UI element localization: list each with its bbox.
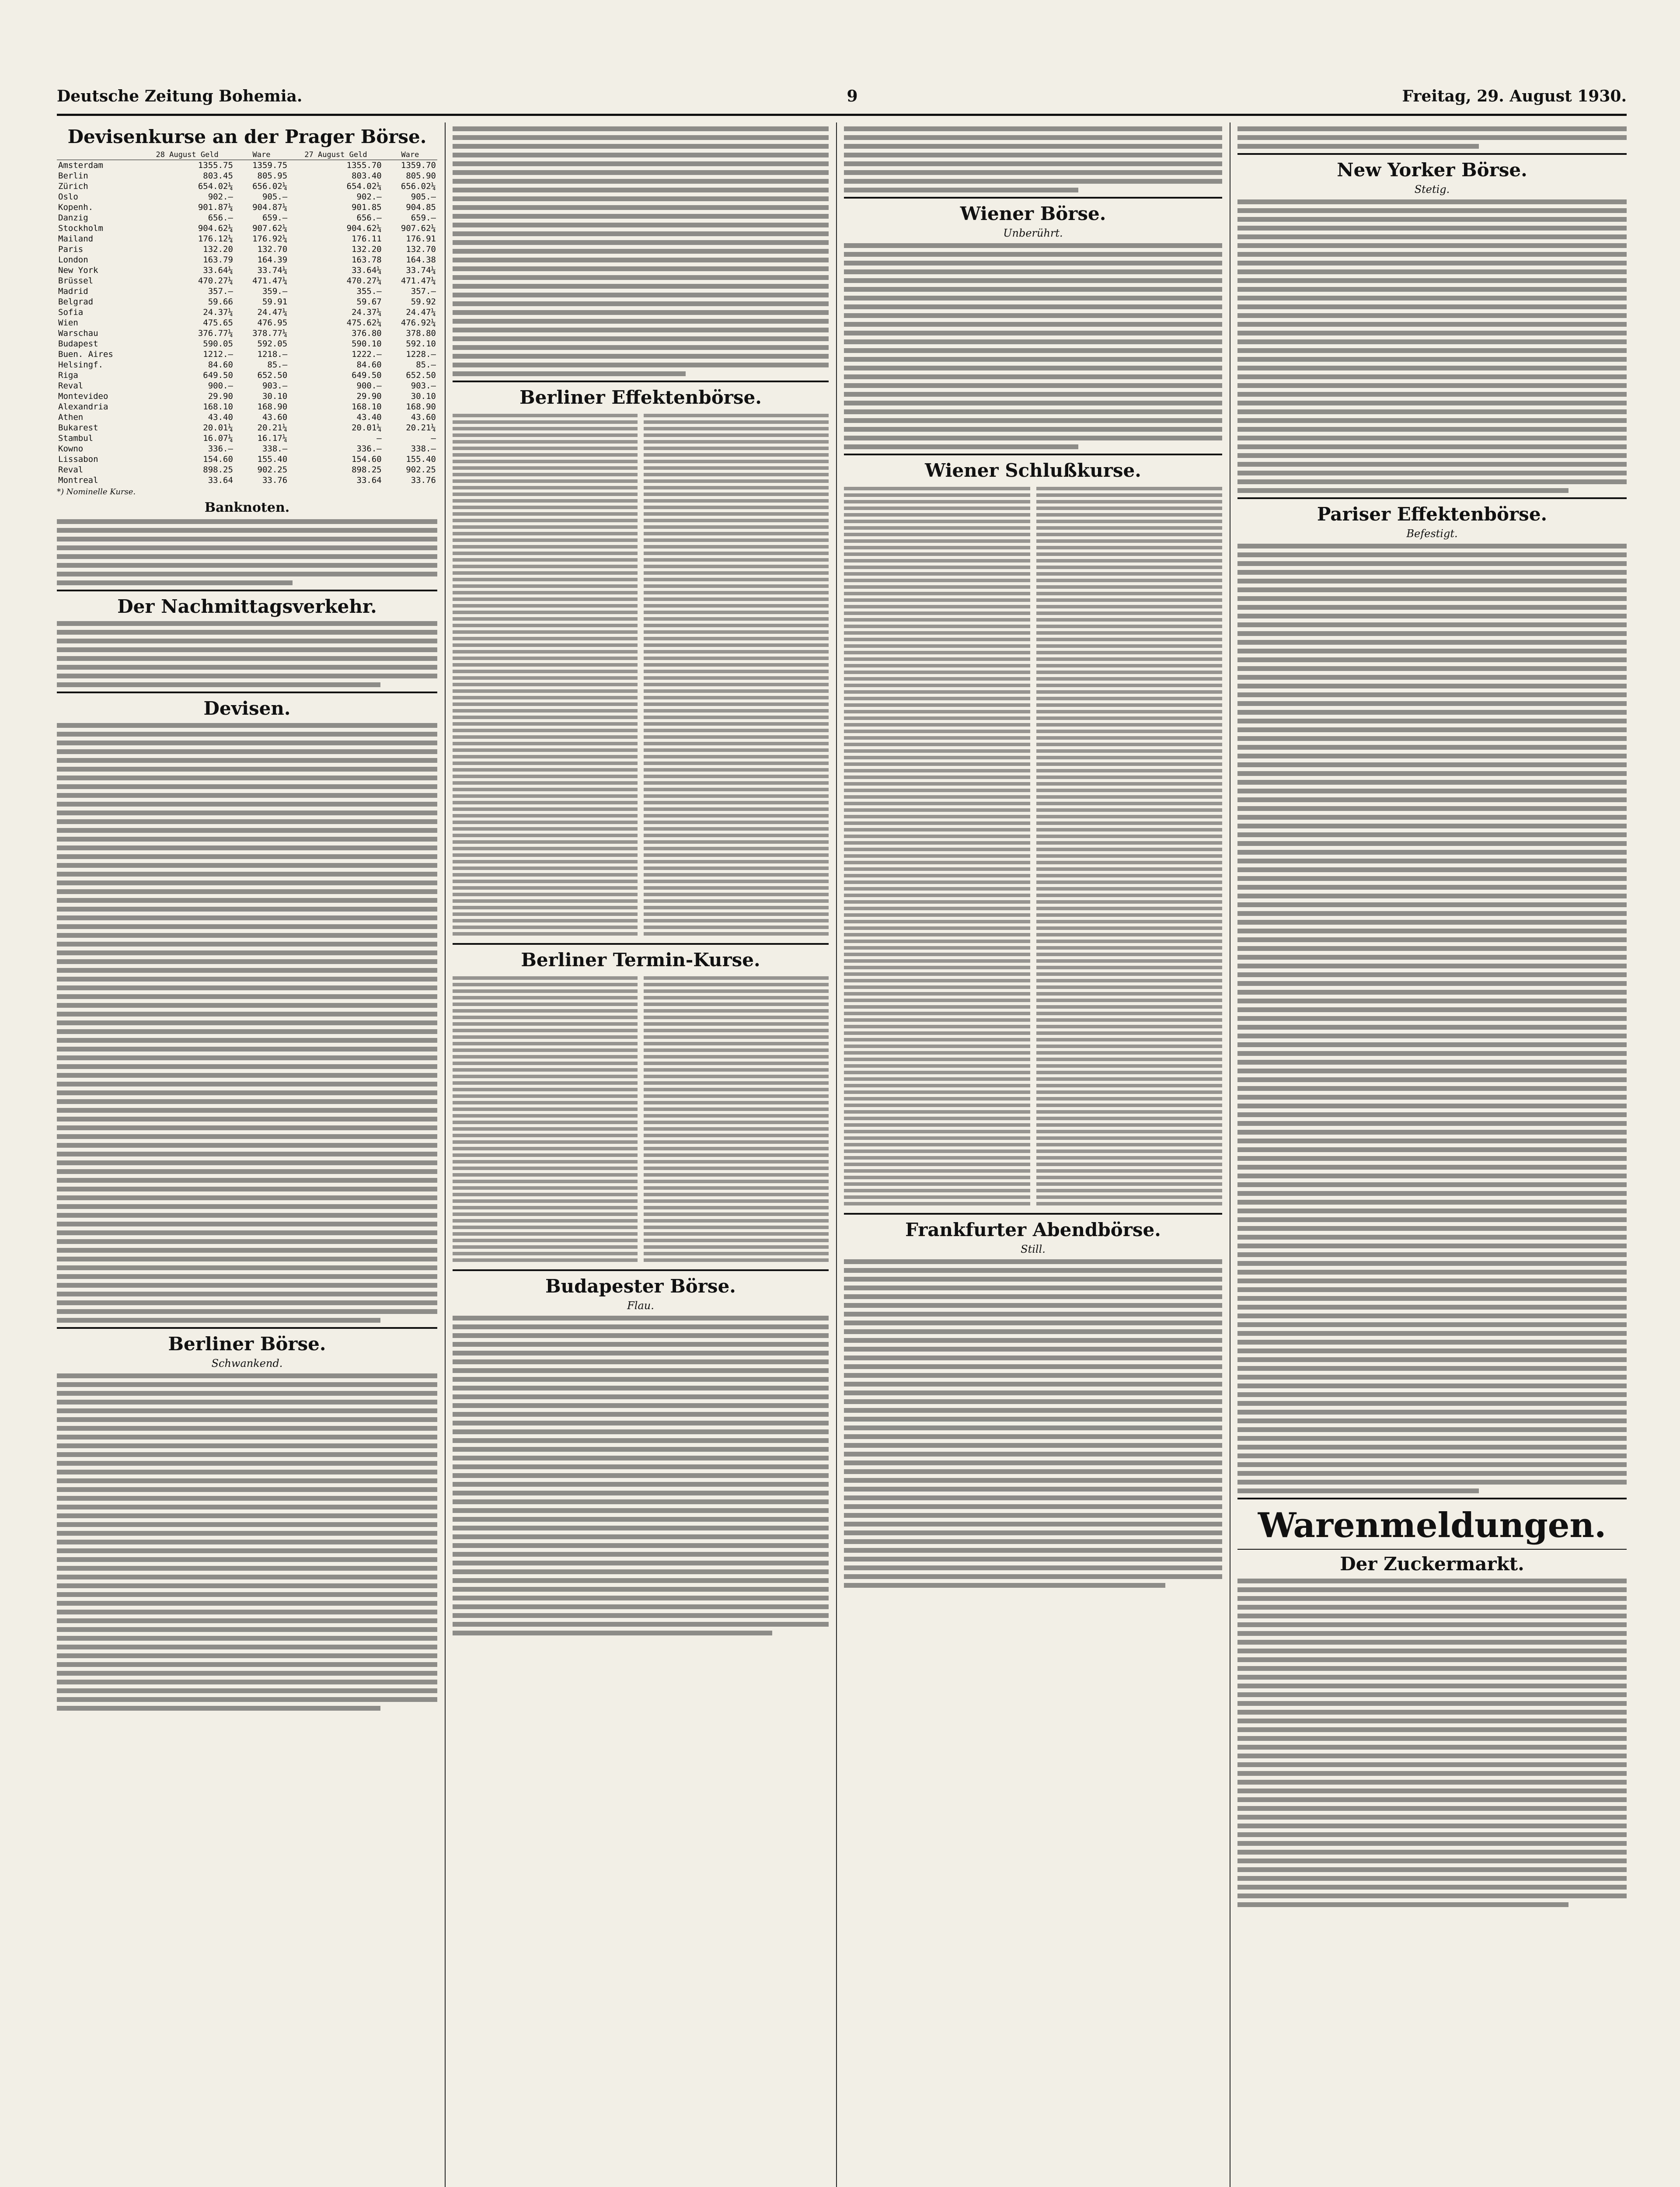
currency-cell: Montreal bbox=[58, 475, 98, 485]
rate-cell: 1228.— bbox=[406, 349, 436, 359]
rate-cell: 803.40 bbox=[352, 171, 382, 181]
section-title-devisen: Devisen. bbox=[203, 698, 291, 719]
column3-top-text bbox=[844, 126, 1222, 192]
section-rule bbox=[57, 1327, 437, 1329]
table-row bbox=[57, 297, 437, 307]
table-header-row bbox=[57, 150, 437, 160]
rate-cell: 24.37¼ bbox=[352, 307, 382, 317]
rate-cell: 357.— bbox=[208, 286, 233, 296]
wiener-schluss-table bbox=[844, 484, 1222, 1209]
section-title-pariser: Pariser Effektenbörse. bbox=[1317, 503, 1548, 525]
section-rule bbox=[57, 692, 437, 693]
currency-cell: Belgrad bbox=[58, 297, 94, 307]
section-rule bbox=[57, 590, 437, 591]
rate-cell: 132.70 bbox=[406, 245, 436, 254]
section-subtitle: Schwankend. bbox=[211, 1357, 283, 1369]
section-rule bbox=[844, 454, 1222, 455]
rate-cell: 59.92 bbox=[411, 297, 436, 307]
rate-cell: 904.62¼ bbox=[198, 224, 233, 233]
section-subtitle: Stetig. bbox=[1414, 183, 1450, 196]
rate-cell: 176.11 bbox=[352, 234, 382, 244]
rate-cell: 475.65 bbox=[203, 318, 233, 328]
rate-cell: 378.80 bbox=[406, 328, 436, 338]
rate-cell: 904.85 bbox=[406, 203, 436, 212]
rate-cell: 656.02¼ bbox=[252, 182, 288, 191]
column-1 bbox=[57, 122, 437, 2187]
section-title-warenmeldungen: Warenmeldungen. bbox=[1258, 1506, 1607, 1545]
table-row bbox=[57, 202, 437, 213]
rate-cell: 16.07¼ bbox=[203, 433, 233, 443]
table-row bbox=[57, 454, 437, 465]
currency-cell: Montevideo bbox=[58, 391, 108, 401]
rate-cell: 336.— bbox=[208, 444, 233, 454]
rate-cell: 176.12¼ bbox=[198, 234, 233, 244]
rate-cell: 84.60 bbox=[356, 360, 382, 370]
rate-cell: 470.27¼ bbox=[198, 276, 233, 286]
rate-cell: 652.50 bbox=[406, 370, 436, 380]
currency-cell: Riga bbox=[58, 370, 78, 380]
rate-cell: 1359.70 bbox=[401, 161, 436, 170]
rate-cell: 898.25 bbox=[203, 465, 233, 475]
header-paper-name: Deutsche Zeitung Bohemia. bbox=[57, 87, 303, 105]
berliner-boerse-text bbox=[57, 1373, 437, 1711]
currency-cell: Athen bbox=[58, 412, 84, 422]
currency-cell: Kopenh. bbox=[58, 203, 94, 212]
frankfurter-text bbox=[844, 1259, 1222, 1588]
table-row bbox=[57, 244, 437, 255]
rate-cell: 168.10 bbox=[352, 402, 382, 412]
section-title-wiener-boerse: Wiener Börse. bbox=[960, 203, 1106, 224]
table-row bbox=[57, 171, 437, 181]
rate-cell: 16.17¼ bbox=[257, 433, 288, 443]
rate-cell: 1218.— bbox=[257, 349, 288, 359]
rate-cell: 154.60 bbox=[203, 454, 233, 464]
currency-cell: Amsterdam bbox=[58, 161, 103, 170]
rate-cell: 20.01¼ bbox=[203, 423, 233, 433]
rate-cell: 470.27¼ bbox=[346, 276, 382, 286]
rate-cell: 652.50 bbox=[257, 370, 288, 380]
rate-cell: 376.80 bbox=[352, 328, 382, 338]
devisen-table bbox=[57, 150, 437, 486]
rate-cell: 132.20 bbox=[352, 245, 382, 254]
rate-cell: 164.39 bbox=[257, 255, 288, 265]
currency-cell: Lissabon bbox=[58, 454, 98, 464]
rate-cell: 33.76 bbox=[411, 475, 436, 485]
rate-cell: 164.38 bbox=[406, 255, 436, 265]
currency-cell: Sofia bbox=[58, 307, 84, 317]
currency-cell: Madrid bbox=[58, 286, 88, 296]
rate-cell: 378.77¼ bbox=[252, 328, 288, 338]
banknoten-text bbox=[57, 519, 437, 585]
rate-cell: 656.02¼ bbox=[401, 182, 436, 191]
rate-cell: 338.— bbox=[411, 444, 436, 454]
rate-cell: 649.50 bbox=[203, 370, 233, 380]
berliner-effekten-table bbox=[453, 411, 829, 939]
table-row bbox=[57, 349, 437, 360]
rate-cell: 33.74¼ bbox=[406, 266, 436, 275]
zuckermarkt-text bbox=[1237, 1579, 1627, 1907]
section-rule bbox=[1237, 1549, 1627, 1550]
currency-cell: Zürich bbox=[58, 182, 88, 191]
currency-cell: Bukarest bbox=[58, 423, 98, 433]
rate-cell: 907.62¼ bbox=[401, 224, 436, 233]
section-rule bbox=[844, 1213, 1222, 1215]
rate-cell: 43.60 bbox=[411, 412, 436, 422]
currency-cell: Buen. Aires bbox=[58, 349, 113, 359]
table-row bbox=[57, 160, 437, 171]
rate-cell: 43.40 bbox=[208, 412, 233, 422]
table-row bbox=[57, 360, 437, 370]
rate-cell: 590.05 bbox=[203, 339, 233, 349]
table-row bbox=[57, 328, 437, 339]
section-title-devisenkurse: Devisenkurse an der Prager Börse. bbox=[67, 126, 427, 147]
column-3 bbox=[844, 122, 1222, 2187]
column-divider bbox=[836, 122, 837, 2187]
rate-cell: 338.— bbox=[262, 444, 288, 454]
rate-cell: 29.90 bbox=[356, 391, 382, 401]
rate-cell: 907.62¼ bbox=[252, 224, 288, 233]
section-rule bbox=[453, 943, 829, 945]
rate-cell: 59.91 bbox=[262, 297, 288, 307]
table-row bbox=[57, 465, 437, 475]
section-title-banknoten: Banknoten. bbox=[204, 500, 290, 515]
rate-cell: 659.— bbox=[411, 213, 436, 223]
currency-cell: Alexandria bbox=[58, 402, 108, 412]
rate-cell: 33.64¼ bbox=[203, 266, 233, 275]
rate-cell: 33.74¼ bbox=[257, 266, 288, 275]
new-yorker-text bbox=[1237, 199, 1627, 493]
section-rule bbox=[1237, 153, 1627, 155]
devisen-footnote: *) Nominelle Kurse. bbox=[57, 487, 136, 496]
berliner-termin-table bbox=[453, 973, 829, 1265]
column-header: 28 August Geld bbox=[140, 150, 234, 160]
rate-cell: 900.— bbox=[356, 381, 382, 391]
rate-cell: 132.70 bbox=[257, 245, 288, 254]
currency-cell: Warschau bbox=[58, 328, 98, 338]
rate-cell: 176.92¼ bbox=[252, 234, 288, 244]
table-row bbox=[57, 265, 437, 276]
devisen-text bbox=[57, 723, 437, 1323]
currency-cell: Helsingf. bbox=[58, 360, 103, 370]
rate-cell: 902.— bbox=[356, 192, 382, 202]
rate-cell: 168.90 bbox=[257, 402, 288, 412]
section-subtitle: Unberührt. bbox=[1003, 227, 1063, 239]
rate-cell: 1355.70 bbox=[346, 161, 382, 170]
header-date: Freitag, 29. August 1930. bbox=[1402, 87, 1627, 105]
rate-cell: 43.60 bbox=[262, 412, 288, 422]
budapester-text bbox=[453, 1316, 829, 1635]
table-row bbox=[57, 444, 437, 454]
devisen-table-body bbox=[57, 160, 437, 486]
currency-cell: Stambul bbox=[58, 433, 94, 443]
currency-cell: Kowno bbox=[58, 444, 84, 454]
rate-cell: 168.10 bbox=[203, 402, 233, 412]
rate-cell: 656.— bbox=[208, 213, 233, 223]
rate-cell: 168.90 bbox=[406, 402, 436, 412]
rate-cell: 901.87¼ bbox=[198, 203, 233, 212]
table-row bbox=[57, 192, 437, 202]
section-title-new-yorker: New Yorker Börse. bbox=[1337, 159, 1527, 181]
rate-cell: 475.62¼ bbox=[346, 318, 382, 328]
pariser-text bbox=[1237, 544, 1627, 1493]
rate-cell: 654.02¼ bbox=[198, 182, 233, 191]
column-4 bbox=[1237, 122, 1627, 2187]
currency-cell: Reval bbox=[58, 381, 84, 391]
table-row bbox=[57, 307, 437, 318]
section-subtitle: Still. bbox=[1021, 1243, 1046, 1255]
section-title-frankfurter: Frankfurter Abendbörse. bbox=[905, 1219, 1161, 1240]
rate-cell: 85.— bbox=[267, 360, 288, 370]
rate-cell: 155.40 bbox=[406, 454, 436, 464]
rate-cell: 30.10 bbox=[262, 391, 288, 401]
rate-cell: 901.85 bbox=[352, 203, 382, 212]
table-row bbox=[57, 286, 437, 297]
table-row bbox=[57, 318, 437, 328]
rate-cell: 590.10 bbox=[352, 339, 382, 349]
currency-cell: Berlin bbox=[58, 171, 88, 181]
header-page-number: 9 bbox=[847, 87, 858, 105]
rate-cell: 357.— bbox=[411, 286, 436, 296]
rate-cell: 902.25 bbox=[257, 465, 288, 475]
rate-cell: 33.76 bbox=[262, 475, 288, 485]
rate-cell: 24.37¼ bbox=[203, 307, 233, 317]
rate-cell: — bbox=[431, 433, 436, 443]
rate-cell: 43.40 bbox=[356, 412, 382, 422]
rate-cell: 154.60 bbox=[352, 454, 382, 464]
rate-cell: 359.— bbox=[262, 286, 288, 296]
section-rule bbox=[1237, 1498, 1627, 1499]
rate-cell: 592.05 bbox=[257, 339, 288, 349]
table-row bbox=[57, 381, 437, 391]
table-row bbox=[57, 234, 437, 244]
currency-cell: Reval bbox=[58, 465, 84, 475]
berliner-text-continued bbox=[453, 126, 829, 376]
rate-cell: 902.25 bbox=[406, 465, 436, 475]
currency-cell: Stockholm bbox=[58, 224, 103, 233]
column-2 bbox=[453, 122, 829, 2187]
rate-cell: 163.79 bbox=[203, 255, 233, 265]
currency-cell: Mailand bbox=[58, 234, 94, 244]
wiener-boerse-text bbox=[844, 243, 1222, 449]
rate-cell: 1359.75 bbox=[252, 161, 288, 170]
nachmittag-text bbox=[57, 621, 437, 687]
section-rule bbox=[453, 381, 829, 382]
column-divider bbox=[445, 122, 446, 2187]
rate-cell: 654.02¼ bbox=[346, 182, 382, 191]
rate-cell: 24.47¼ bbox=[406, 307, 436, 317]
rate-cell: 29.90 bbox=[208, 391, 233, 401]
table-row bbox=[57, 402, 437, 412]
rate-cell: 336.— bbox=[356, 444, 382, 454]
table-row bbox=[57, 423, 437, 433]
table-row bbox=[57, 339, 437, 349]
column-header: Ware bbox=[234, 150, 289, 160]
rate-cell: 592.10 bbox=[406, 339, 436, 349]
table-row bbox=[57, 391, 437, 402]
currency-cell: Brüssel bbox=[58, 276, 94, 286]
table-row bbox=[57, 213, 437, 223]
rate-cell: 163.78 bbox=[352, 255, 382, 265]
column4-top-text bbox=[1237, 126, 1627, 149]
rate-cell: 476.95 bbox=[257, 318, 288, 328]
rate-cell: 805.95 bbox=[257, 171, 288, 181]
rate-cell: 898.25 bbox=[352, 465, 382, 475]
currency-cell: Budapest bbox=[58, 339, 98, 349]
section-title-berliner-effekten: Berliner Effektenbörse. bbox=[519, 387, 762, 408]
table-row bbox=[57, 223, 437, 234]
rate-cell: 904.87¼ bbox=[252, 203, 288, 212]
column-header: Ware bbox=[383, 150, 437, 160]
column-header bbox=[57, 150, 140, 160]
table-row bbox=[57, 276, 437, 286]
header-rule bbox=[57, 114, 1627, 116]
table-row bbox=[57, 181, 437, 192]
rate-cell: 376.77¼ bbox=[198, 328, 233, 338]
rate-cell: 85.— bbox=[416, 360, 436, 370]
section-title-berliner-boerse: Berliner Börse. bbox=[168, 1333, 326, 1355]
rate-cell: 132.20 bbox=[203, 245, 233, 254]
rate-cell: 471.47¼ bbox=[401, 276, 436, 286]
table-row bbox=[57, 475, 437, 486]
newspaper-page bbox=[57, 83, 1627, 2187]
section-subtitle: Flau. bbox=[627, 1300, 654, 1312]
rate-cell: 471.47¼ bbox=[252, 276, 288, 286]
rate-cell: 900.— bbox=[208, 381, 233, 391]
table-row bbox=[57, 412, 437, 423]
currency-cell: Oslo bbox=[58, 192, 78, 202]
rate-cell: 33.64 bbox=[208, 475, 233, 485]
rate-cell: 903.— bbox=[411, 381, 436, 391]
rate-cell: 1222.— bbox=[352, 349, 382, 359]
rate-cell: 59.66 bbox=[208, 297, 233, 307]
rate-cell: 1212.— bbox=[203, 349, 233, 359]
rate-cell: 905.— bbox=[262, 192, 288, 202]
section-title-nachmittag: Der Nachmittagsverkehr. bbox=[117, 596, 377, 617]
section-title-zuckermarkt: Der Zuckermarkt. bbox=[1340, 1553, 1524, 1575]
rate-cell: — bbox=[376, 433, 382, 443]
rate-cell: 20.01¼ bbox=[352, 423, 382, 433]
column-header: 27 August Geld bbox=[289, 150, 383, 160]
currency-cell: Danzig bbox=[58, 213, 88, 223]
rate-cell: 355.— bbox=[356, 286, 382, 296]
rate-cell: 902.— bbox=[208, 192, 233, 202]
rate-cell: 903.— bbox=[262, 381, 288, 391]
rate-cell: 649.50 bbox=[352, 370, 382, 380]
table-row bbox=[57, 255, 437, 265]
rate-cell: 805.90 bbox=[406, 171, 436, 181]
section-title-wiener-schluss: Wiener Schlußkurse. bbox=[925, 460, 1141, 481]
rate-cell: 476.92¼ bbox=[401, 318, 436, 328]
section-subtitle: Befestigt. bbox=[1406, 528, 1458, 540]
rate-cell: 59.67 bbox=[356, 297, 382, 307]
rate-cell: 1355.75 bbox=[198, 161, 233, 170]
section-title-budapester: Budapester Börse. bbox=[545, 1275, 736, 1297]
rate-cell: 905.— bbox=[411, 192, 436, 202]
rate-cell: 30.10 bbox=[411, 391, 436, 401]
currency-cell: London bbox=[58, 255, 88, 265]
rate-cell: 33.64 bbox=[356, 475, 382, 485]
rate-cell: 33.64¼ bbox=[352, 266, 382, 275]
rate-cell: 659.— bbox=[262, 213, 288, 223]
rate-cell: 20.21¼ bbox=[257, 423, 288, 433]
section-rule bbox=[453, 1269, 829, 1271]
section-title-berliner-termin: Berliner Termin-Kurse. bbox=[521, 949, 760, 971]
currency-cell: New York bbox=[58, 266, 98, 275]
rate-cell: 155.40 bbox=[257, 454, 288, 464]
page-header bbox=[57, 83, 1627, 109]
rate-cell: 656.— bbox=[356, 213, 382, 223]
rate-cell: 904.62¼ bbox=[346, 224, 382, 233]
section-rule bbox=[844, 197, 1222, 199]
section-rule bbox=[1237, 497, 1627, 499]
rate-cell: 24.47¼ bbox=[257, 307, 288, 317]
rate-cell: 20.21¼ bbox=[406, 423, 436, 433]
table-row bbox=[57, 370, 437, 381]
rate-cell: 84.60 bbox=[208, 360, 233, 370]
rate-cell: 803.45 bbox=[203, 171, 233, 181]
rate-cell: 176.91 bbox=[406, 234, 436, 244]
table-row bbox=[57, 433, 437, 444]
currency-cell: Paris bbox=[58, 245, 84, 254]
currency-cell: Wien bbox=[58, 318, 78, 328]
